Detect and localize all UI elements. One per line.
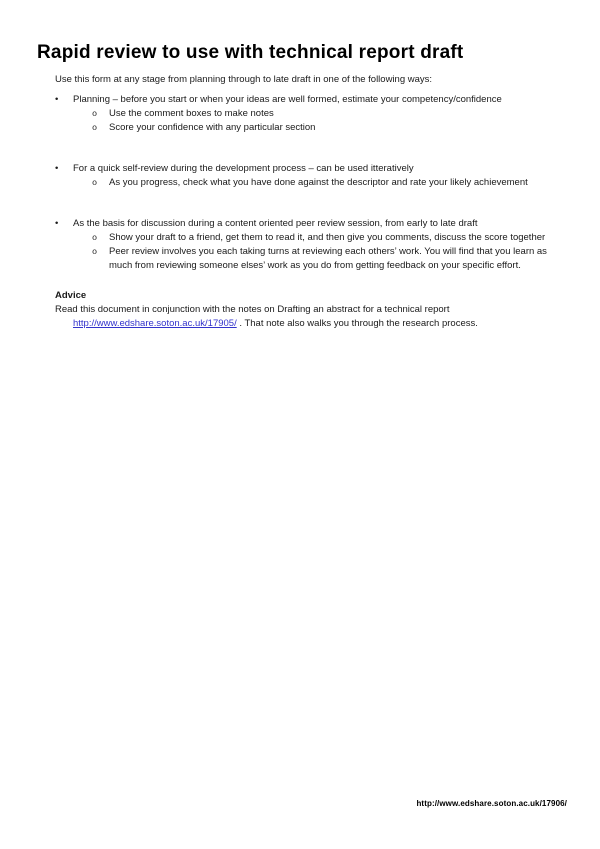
circle-bullet-icon: o [92,233,98,243]
advice-heading: Advice [55,290,87,301]
advice-text-after-link: . That note also walks you through the research process. [236,318,478,329]
list-item [92,121,570,135]
list-item [55,217,570,231]
circle-bullet-icon: o [92,123,98,133]
list-item [55,93,570,107]
list-item [92,176,570,190]
list-item [92,245,570,273]
list-item-text: Score your confidence with any particular section [109,122,316,133]
list-item-text: Use the comment boxes to make notes [109,108,274,119]
advice-text: Read this document in conjunction with the notes on Drafting an abstract for a technical report [55,304,450,315]
list-item-text: Planning – before you start or when your ideas are well formed, estimate your competency/confidence [73,94,502,105]
circle-bullet-icon: o [92,247,98,257]
list-item-text: As you progress, check what you have done against the descriptor and rate your likely achievement [109,177,528,188]
advice-link-line [73,317,570,331]
list-item [92,107,570,121]
footer-url: http://www.edshare.soton.ac.uk/17906/ [416,799,567,808]
bullet-icon: • [55,163,59,174]
circle-bullet-icon: o [92,178,98,188]
intro-text: Use this form at any stage from planning through to late draft in one of the following ways: [55,74,433,85]
usage-bullet-list [37,93,570,273]
bullet-icon: • [55,218,59,229]
list-item-text: Show your draft to a friend, get them to read it, and then give you comments, discuss the score together [109,232,546,243]
page-title: Rapid review to use with technical report draft [37,42,464,63]
list-item-text: As the basis for discussion during a content oriented peer review session, from early to late draft [73,218,478,229]
list-item [92,231,570,245]
circle-bullet-icon: o [92,109,98,119]
edshare-hyperlink[interactable]: http://www.edshare.soton.ac.uk/17905/ [73,318,237,329]
list-item-text: Peer review involves you each taking turns at reviewing each others’ work. You will find that you learn as much from reviewing someone elses’ work as you do from getting feedback on your specific effort. [109,246,547,271]
list-item [55,162,570,176]
list-item-text: For a quick self-review during the development process – can be used itteratively [73,163,414,174]
bullet-icon: • [55,94,59,105]
